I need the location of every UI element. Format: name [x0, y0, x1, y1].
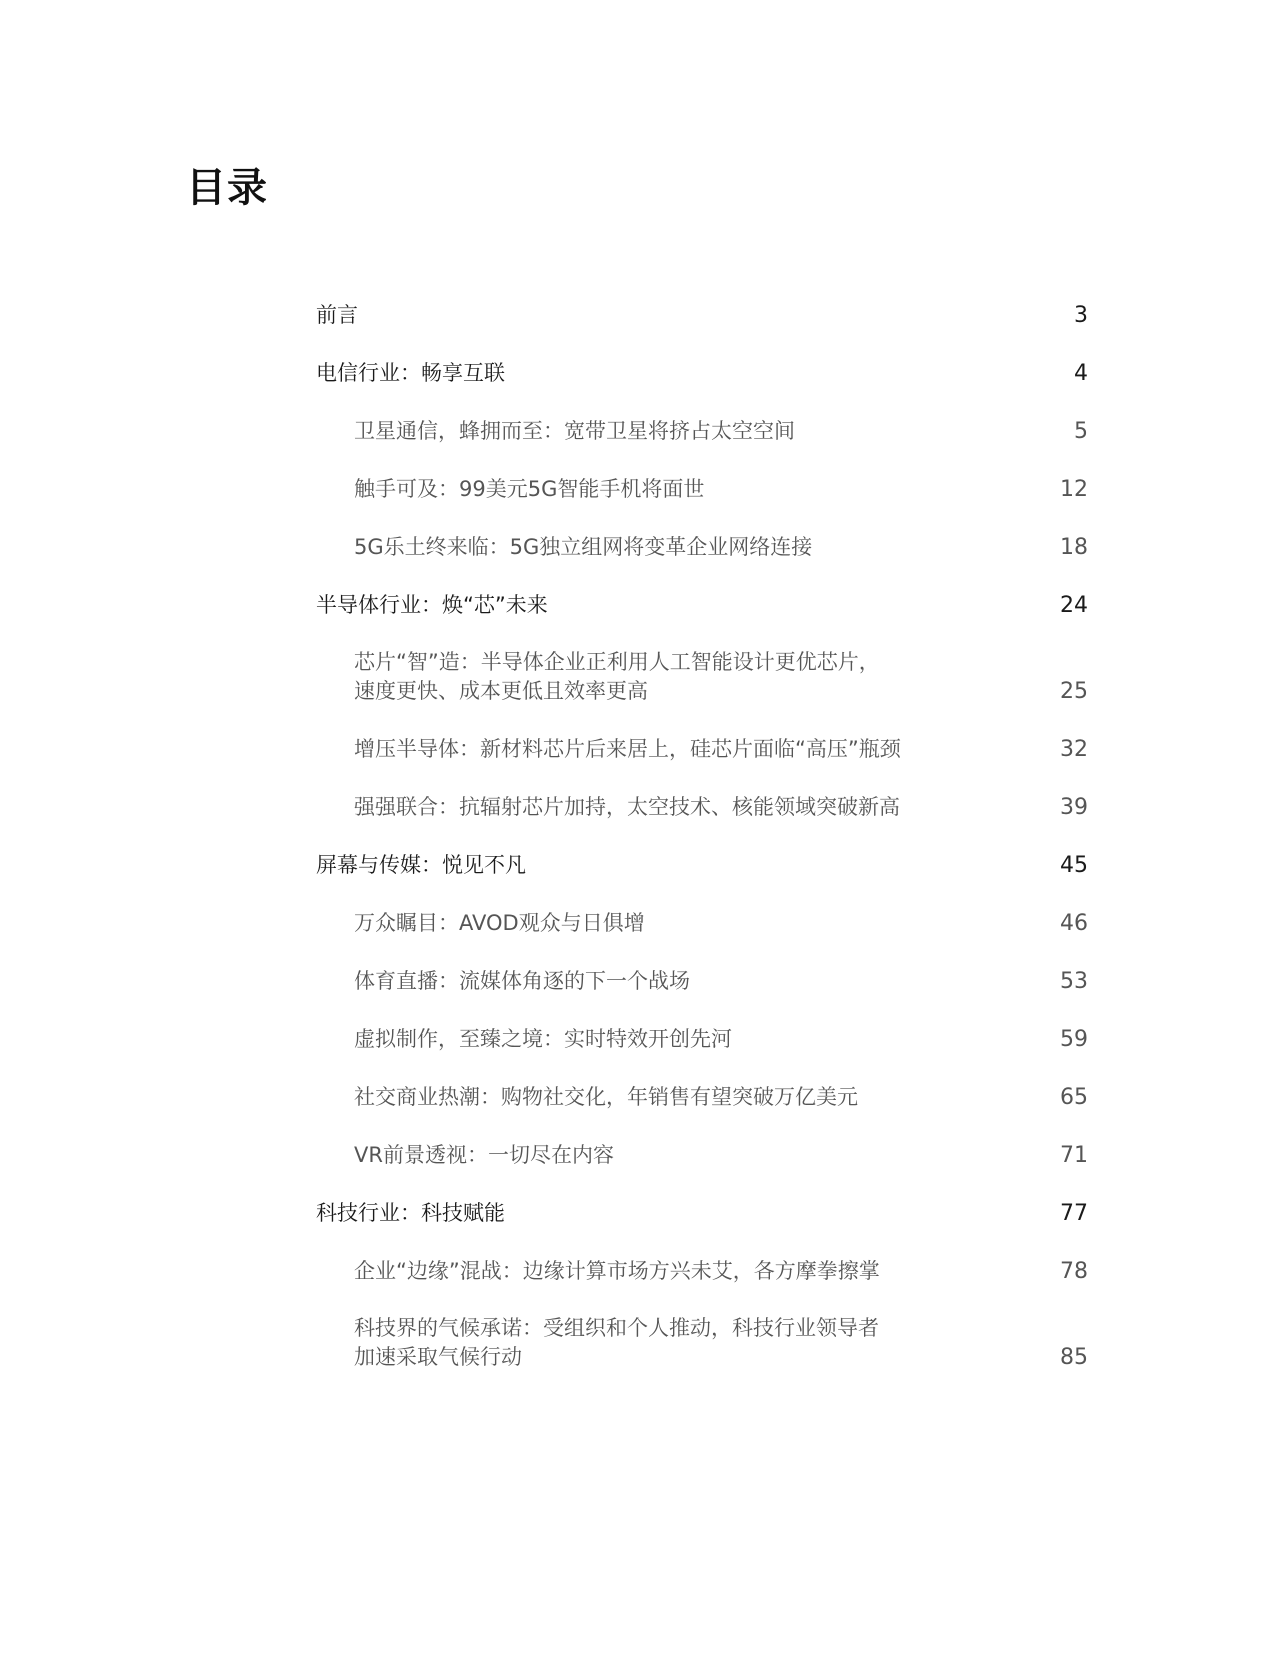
toc-section-entry[interactable] — [316, 576, 1088, 634]
toc-entry-page-number: 53 — [1060, 969, 1088, 994]
toc-subsection-entry[interactable] — [316, 1010, 1088, 1068]
toc-entry-title: 卫星通信，蜂拥而至：宽带卫星将挤占太空空间 — [354, 419, 795, 443]
toc-entry-title: 科技行业：科技赋能 — [316, 1201, 505, 1225]
toc-entry-title: 科技界的气候承诺：受组织和个人推动，科技行业领导者 加速采取气候行动 — [354, 1316, 879, 1369]
page-title: 目录 — [186, 165, 268, 211]
toc-entry-page-number: 59 — [1060, 1027, 1088, 1052]
toc-entry-page-number: 25 — [1060, 679, 1088, 704]
toc-entry-title: 5G乐土终来临：5G独立组网将变革企业网络连接 — [354, 535, 813, 559]
toc-entry-page-number: 3 — [1074, 303, 1088, 328]
toc-entry-title: 强强联合：抗辐射芯片加持，太空技术、核能领域突破新高 — [354, 795, 900, 819]
toc-entry-page-number: 12 — [1060, 477, 1088, 502]
toc-entry-page-number: 4 — [1074, 361, 1088, 386]
toc-entry-title: 万众瞩目：AVOD观众与日俱增 — [354, 911, 645, 935]
toc-subsection-entry[interactable] — [316, 518, 1088, 576]
toc-entry-title: 屏幕与传媒：悦见不凡 — [316, 853, 526, 877]
toc-entry-title: 体育直播：流媒体角逐的下一个战场 — [354, 969, 690, 993]
toc-subsection-entry[interactable] — [316, 460, 1088, 518]
toc-entry-title: VR前景透视：一切尽在内容 — [354, 1143, 614, 1167]
toc-section-entry[interactable] — [316, 286, 1088, 344]
table-of-contents — [316, 286, 1088, 1386]
toc-entry-title: 电信行业：畅享互联 — [316, 361, 505, 385]
toc-entry-page-number: 45 — [1060, 853, 1088, 878]
toc-entry-title: 芯片“智”造：半导体企业正利用人工智能设计更优芯片， 速度更快、成本更低且效率更高 — [354, 650, 880, 703]
toc-entry-title: 增压半导体：新材料芯片后来居上，硅芯片面临“高压”瓶颈 — [354, 737, 901, 761]
toc-section-entry[interactable] — [316, 836, 1088, 894]
toc-entry-page-number: 32 — [1060, 737, 1088, 762]
toc-entry-title: 触手可及：99美元5G智能手机将面世 — [354, 477, 705, 501]
toc-subsection-entry[interactable] — [316, 402, 1088, 460]
toc-entry-page-number: 24 — [1060, 593, 1088, 618]
toc-entry-page-number: 46 — [1060, 911, 1088, 936]
toc-section-entry[interactable] — [316, 1184, 1088, 1242]
toc-subsection-entry[interactable] — [316, 778, 1088, 836]
toc-section-entry[interactable] — [316, 344, 1088, 402]
toc-entry-page-number: 77 — [1060, 1201, 1088, 1226]
toc-entry-page-number: 18 — [1060, 535, 1088, 560]
toc-subsection-entry[interactable] — [316, 952, 1088, 1010]
toc-entry-page-number: 65 — [1060, 1085, 1088, 1110]
toc-entry-page-number: 85 — [1060, 1345, 1088, 1370]
toc-subsection-entry[interactable] — [316, 1126, 1088, 1184]
toc-subsection-entry[interactable] — [316, 1242, 1088, 1300]
toc-entry-title: 虚拟制作，至臻之境：实时特效开创先河 — [354, 1027, 732, 1051]
toc-subsection-entry[interactable] — [316, 1068, 1088, 1126]
toc-entry-title: 前言 — [316, 303, 358, 327]
toc-subsection-entry[interactable] — [316, 894, 1088, 952]
toc-entry-title: 企业“边缘”混战：边缘计算市场方兴未艾，各方摩拳擦掌 — [354, 1259, 880, 1283]
toc-subsection-entry[interactable] — [316, 720, 1088, 778]
toc-entry-page-number: 39 — [1060, 795, 1088, 820]
toc-entry-title: 半导体行业：焕“芯”未来 — [316, 593, 548, 617]
toc-entry-page-number: 78 — [1060, 1259, 1088, 1284]
toc-subsection-entry[interactable] — [316, 1300, 1088, 1386]
toc-entry-page-number: 71 — [1060, 1143, 1088, 1168]
toc-subsection-entry[interactable] — [316, 634, 1088, 720]
toc-entry-title: 社交商业热潮：购物社交化，年销售有望突破万亿美元 — [354, 1085, 858, 1109]
toc-entry-page-number: 5 — [1074, 419, 1088, 444]
